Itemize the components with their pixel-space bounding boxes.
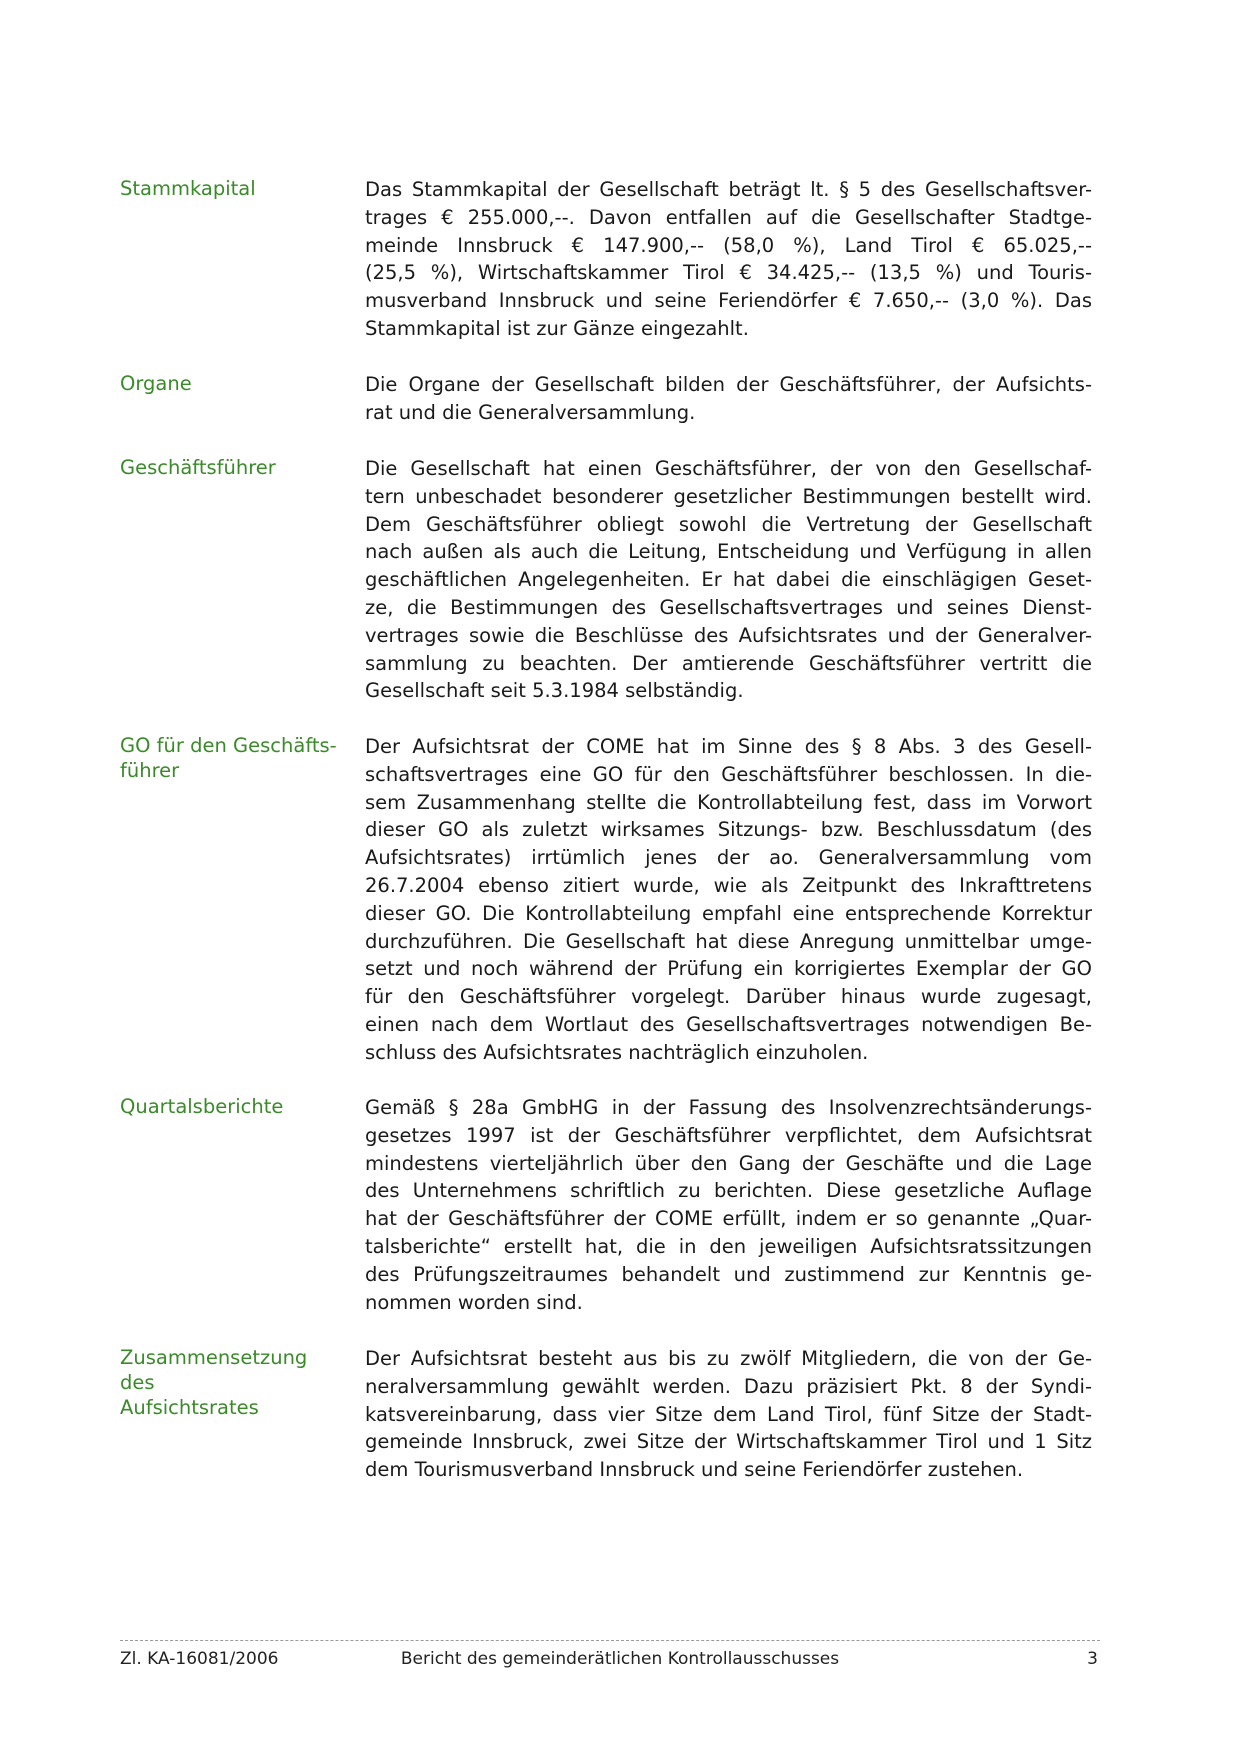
text-line: dem Tourismusverband Innsbruck und seine Feriendörfer zustehen. bbox=[365, 1458, 1024, 1482]
side-heading-go-geschaeftsfuehrer bbox=[120, 733, 345, 783]
side-heading-line: Zusammensetzung des bbox=[120, 1346, 308, 1394]
side-heading-line: GO für den Geschäfts- bbox=[120, 734, 337, 757]
text-line: Gemäß § 28a GmbHG in der Fassung des Insolvenzrechtsänderungs- bbox=[365, 1096, 1092, 1119]
side-heading-organe: Organe bbox=[120, 372, 192, 395]
text-line: katsvereinbarung, dass vier Sitze dem Land Tirol, fünf Sitze der Stadt- bbox=[365, 1402, 1092, 1426]
paragraph-organe bbox=[365, 371, 1092, 427]
text-line: mindestens vierteljährlich über den Gang der Geschäfte und die Lage bbox=[365, 1151, 1092, 1175]
text-line: Aufsichtsrates) irrtümlich jenes der ao. Generalversammlung vom bbox=[365, 846, 1092, 870]
text-line: sem Zusammenhang stellte die Kontrollabteilung fest, dass im Vorwort bbox=[365, 790, 1092, 814]
text-line: geschäftlichen Angelegenheiten. Er hat dabei die einschlägigen Geset- bbox=[365, 568, 1092, 592]
text-line: Die Organe der Gesellschaft bilden der Geschäftsführer, der Aufsichts- bbox=[365, 373, 1092, 396]
paragraph-stammkapital bbox=[365, 176, 1092, 343]
text-line: neralversammlung gewählt werden. Dazu präzisiert Pkt. 8 der Syndi- bbox=[365, 1374, 1092, 1398]
footer-divider bbox=[120, 1640, 1100, 1641]
text-line: sammlung zu beachten. Der amtierende Geschäftsführer vertritt die bbox=[365, 651, 1092, 675]
text-line: schaftsvertrages eine GO für den Geschäftsführer beschlossen. In die- bbox=[365, 762, 1092, 786]
side-heading-line: Aufsichtsrates bbox=[120, 1396, 259, 1419]
text-line: nommen worden sind. bbox=[365, 1290, 583, 1314]
side-heading-quartalsberichte: Quartalsberichte bbox=[120, 1095, 284, 1118]
text-line: rat und die Generalversammlung. bbox=[365, 400, 696, 424]
text-line: Das Stammkapital der Gesellschaft beträgt lt. § 5 des Gesellschaftsver- bbox=[365, 178, 1092, 201]
text-line: musverband Innsbruck und seine Feriendörfer € 7.650,-- (3,0 %). Das bbox=[365, 289, 1092, 313]
text-line: des Prüfungszeitraumes behandelt und zustimmend zur Kenntnis ge- bbox=[365, 1262, 1092, 1286]
paragraph-geschaeftsfuehrer bbox=[365, 455, 1092, 705]
text-line: tern unbeschadet besonderer gesetzlicher Bestimmungen bestellt wird. bbox=[365, 484, 1092, 508]
text-line: Dem Geschäftsführer obliegt sowohl die Vertretung der Gesellschaft bbox=[365, 512, 1092, 536]
text-line: Der Aufsichtsrat besteht aus bis zu zwölf Mitgliedern, die von der Ge- bbox=[365, 1347, 1092, 1370]
text-line: für den Geschäftsführer vorgelegt. Darüber hinaus wurde zugesagt, bbox=[365, 985, 1092, 1009]
text-line: durchzuführen. Die Gesellschaft hat diese Anregung unmittelbar umge- bbox=[365, 929, 1092, 953]
text-line: dieser GO als zuletzt wirksames Sitzungs- bzw. Beschlussdatum (des bbox=[365, 818, 1092, 842]
text-line: Gesellschaft seit 5.3.1984 selbständig. bbox=[365, 679, 744, 703]
text-line: nach außen als auch die Leitung, Entscheidung und Verfügung in allen bbox=[365, 540, 1092, 564]
paragraph-quartalsberichte bbox=[365, 1094, 1092, 1316]
text-line: des Unternehmens schriftlich zu berichten. Diese gesetzliche Auflage bbox=[365, 1179, 1092, 1203]
text-line: hat der Geschäftsführer der COME erfüllt, indem er so genannte „Quar- bbox=[365, 1207, 1092, 1231]
text-line: einen nach dem Wortlaut des Gesellschaftsvertrages notwendigen Be- bbox=[365, 1012, 1092, 1036]
text-line: Der Aufsichtsrat der COME hat im Sinne des § 8 Abs. 3 des Gesell- bbox=[365, 735, 1092, 758]
footer-title: Bericht des gemeinderätlichen Kontrollausschusses bbox=[400, 1649, 840, 1669]
text-line: Stammkapital ist zur Gänze eingezahlt. bbox=[365, 316, 749, 340]
paragraph-go-geschaeftsfuehrer bbox=[365, 733, 1092, 1067]
text-line: schluss des Aufsichtsrates nachträglich einzuholen. bbox=[365, 1040, 869, 1064]
text-line: talsberichte“ erstellt hat, die in den jeweiligen Aufsichtsratssitzungen bbox=[365, 1234, 1092, 1258]
side-heading-stammkapital: Stammkapital bbox=[120, 177, 256, 200]
text-line: setzt und noch während der Prüfung ein korrigiertes Exemplar der GO bbox=[365, 957, 1092, 981]
text-line: trages € 255.000,--. Davon entfallen auf die Gesellschafter Stadtge- bbox=[365, 205, 1092, 229]
side-heading-line: führer bbox=[120, 759, 180, 782]
side-heading-zusammensetzung bbox=[120, 1345, 345, 1420]
text-line: gemeinde Innsbruck, zwei Sitze der Wirtschaftskammer Tirol und 1 Sitz bbox=[365, 1430, 1092, 1454]
text-line: dieser GO. Die Kontrollabteilung empfahl eine entsprechende Korrektur bbox=[365, 901, 1092, 925]
side-heading-geschaeftsfuehrer: Geschäftsführer bbox=[120, 456, 276, 479]
page-number: 3 bbox=[1087, 1649, 1098, 1669]
text-line: 26.7.2004 ebenso zitiert wurde, wie als Zeitpunkt des Inkrafttretens bbox=[365, 873, 1092, 897]
text-line: meinde Innsbruck € 147.900,-- (58,0 %), Land Tirol € 65.025,-- bbox=[365, 233, 1092, 257]
text-line: ze, die Bestimmungen des Gesellschaftsvertrages und seines Dienst- bbox=[365, 595, 1092, 619]
text-line: Die Gesellschaft hat einen Geschäftsführer, der von den Gesellschaf- bbox=[365, 457, 1092, 480]
text-line: gesetzes 1997 ist der Geschäftsführer verpflichtet, dem Aufsichtsrat bbox=[365, 1123, 1092, 1147]
footer-reference: Zl. KA-16081/2006 bbox=[120, 1649, 279, 1669]
text-line: vertrages sowie die Beschlüsse des Aufsichtsrates und der Generalver- bbox=[365, 623, 1092, 647]
paragraph-zusammensetzung bbox=[365, 1345, 1092, 1484]
text-line: (25,5 %), Wirtschaftskammer Tirol € 34.425,-- (13,5 %) und Touris- bbox=[365, 261, 1092, 285]
